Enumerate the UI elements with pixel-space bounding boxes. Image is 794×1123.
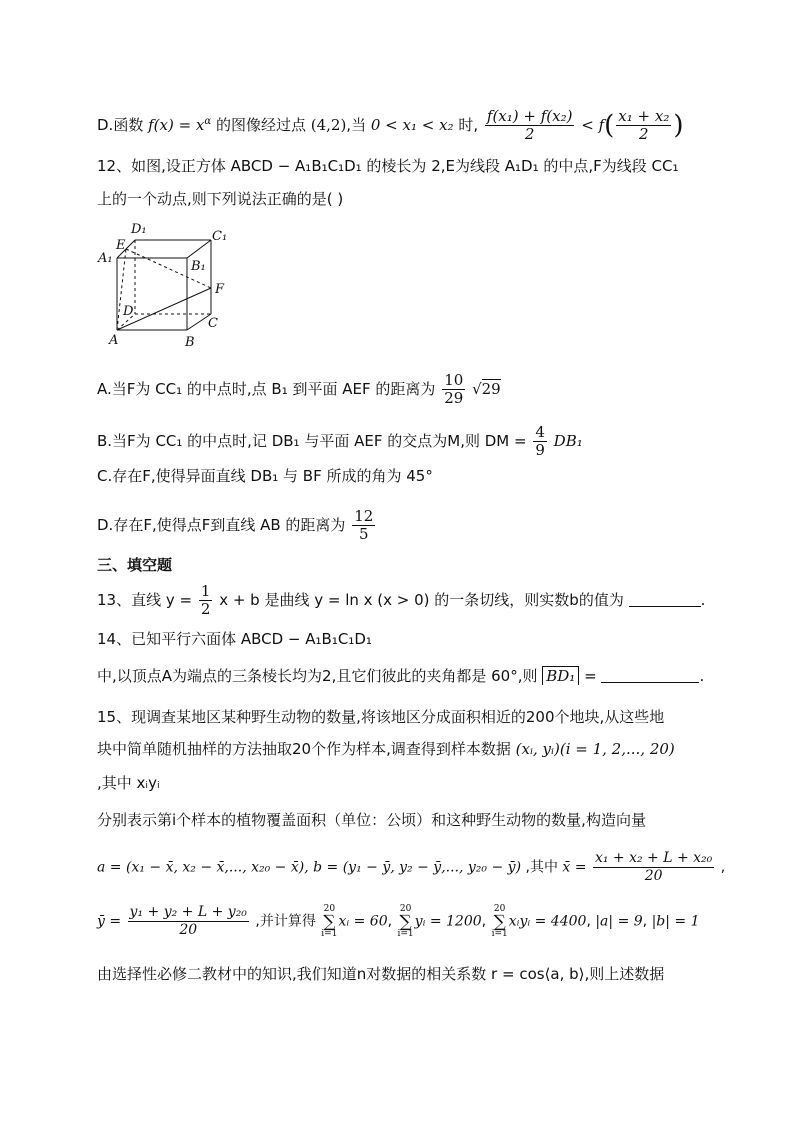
q12-stem-line1: 12、如图,设正方体 ABCD − A₁B₁C₁D₁ 的棱长为 2,E为线段 A₁D₁ 的中点,F为线段 CC₁	[97, 157, 679, 175]
label-e: E	[116, 238, 126, 253]
label-c1: C₁	[212, 229, 228, 244]
q15-line6: ȳ = $\frac{\text{y₁ + y₂ + L + y₂₀}}{20}$ ,并计算得 20 ∑ i=1xᵢ = 60, 20 ∑ i=1yᵢ = 1200, 20 ∑ i=1xᵢyᵢ = 4400, |a| = 9, |b| = 1	[97, 903, 700, 939]
label-c: C	[208, 316, 218, 331]
q12-option-d: D.存在F,使得点F到直线 AB 的距离为 $\frac{12}{5}$	[97, 507, 374, 543]
label-d: D	[123, 304, 134, 319]
cube-figure	[95, 218, 245, 353]
q14-line2: 中,以顶点A为端点的三条棱长均为2,且它们彼此的夹角都是 60°,则 BD₁ = .	[97, 667, 705, 685]
label-d1: D₁	[131, 222, 147, 237]
q12-option-b: B.当F为 CC₁ 的中点时,记 DB₁ 与平面 AEF 的交点为M,则 DM = $\frac{4}{9}$ DB₁	[97, 423, 583, 459]
q14-answer-blank[interactable]	[601, 668, 699, 683]
q15-line1: 15、现调查某地区某种野生动物的数量,将该地区分成面积相近的200个地块,从这些地	[97, 708, 665, 726]
q11d-lhs-fraction: $\frac{\text{f(x₁) + f(x₂)}}{2}$	[486, 107, 573, 143]
q11d-rhs-fraction: $\frac{\text{x₁ + x₂}}{2}$	[618, 107, 670, 143]
label-f: F	[215, 282, 225, 297]
q14-line1: 14、已知平行六面体 ABCD − A₁B₁C₁D₁	[97, 630, 372, 648]
label-b1: B₁	[191, 259, 206, 274]
q15-line3: ,其中 xᵢyᵢ	[97, 774, 160, 792]
q11-option-d: D.函数 $f(x) = x^\alpha$ 的图像经过点 (4,2),当 0 < x₁ < x₂ 时, $\frac{\text{f(x₁) + f(x₂)}}{2}$ < f( $\frac{\text{x₁ + x₂}}{2}$ )	[97, 107, 684, 143]
q15-line5: a = (x₁ − x̄, x₂ − x̄,..., x₂₀ − x̄), b = (y₁ − ȳ, y₂ − ȳ,..., y₂₀ − ȳ) ,其中 x̄ = $\frac{\text{x₁ + x₂ + L + x₂₀}}{20}$ ,	[97, 850, 726, 884]
label-a: A	[109, 333, 119, 348]
q12-option-c: C.存在F,使得异面直线 DB₁ 与 BF 所成的角为 45°	[97, 467, 433, 485]
label-a1: A₁	[98, 251, 113, 266]
section-heading: 三、填空题	[97, 556, 173, 574]
label-b: B	[185, 335, 195, 350]
q15-line2: 块中简单随机抽样的方法抽取20个作为样本,调查得到样本数据 (xᵢ, yᵢ)(i = 1, 2,..., 20)	[97, 740, 675, 758]
q13-answer-blank[interactable]	[629, 592, 701, 607]
q12-stem-line2: 上的一个动点,则下列说法正确的是( )	[97, 190, 344, 208]
q12-option-a: A.当F为 CC₁ 的中点时,点 B₁ 到平面 AEF 的距离为 $\frac{10}{29}$ √29	[97, 371, 501, 407]
q13: 13、直线 y = $\frac{1}{2}$ x + b 是曲线 y = ln x (x > 0) 的一条切线，则实数b的值为 .	[97, 582, 706, 618]
q15-line7: 由选择性必修二教材中的知识,我们知道n对数据的相关系数 r = cos⟨a, b⟩,则上述数据	[97, 965, 665, 983]
q15-line4: 分别表示第i个样本的植物覆盖面积（单位：公顷）和这种野生动物的数量,构造向量	[97, 811, 646, 829]
